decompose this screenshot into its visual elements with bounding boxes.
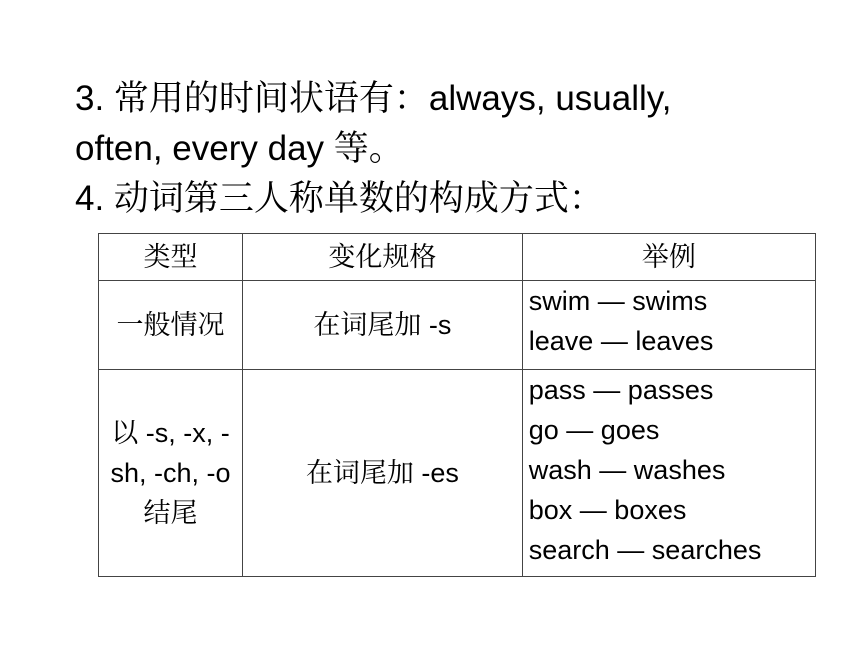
header-examples: 举例: [522, 234, 815, 281]
conjugation-rules-table: [98, 233, 816, 577]
cell-examples: [522, 281, 815, 370]
example-item: pass — passes: [528, 375, 714, 405]
heading-block: [75, 74, 815, 224]
heading-line-1: 3. 常用的时间状语有：always, usually,: [75, 79, 672, 118]
table-row: [99, 370, 816, 577]
heading-line-3: 4. 动词第三人称单数的构成方式：: [75, 179, 604, 218]
table-row: [99, 281, 816, 370]
header-rule: 变化规格: [243, 234, 523, 281]
cell-type: 一般情况: [99, 281, 243, 370]
cell-rule: 在词尾加 -s: [243, 281, 523, 370]
example-item: leave — leaves: [528, 326, 714, 356]
example-item: wash — washes: [528, 455, 726, 485]
example-item: search — searches: [528, 535, 762, 565]
heading-line-2: often, every day 等。: [75, 129, 404, 168]
cell-rule: 在词尾加 -es: [243, 370, 523, 577]
header-type: 类型: [99, 234, 243, 281]
example-item: swim — swims: [528, 286, 708, 316]
example-item: box — boxes: [528, 495, 687, 525]
example-item: go — goes: [528, 415, 660, 445]
cell-type: 以 -s, -x, -sh, -ch, -o 结尾: [99, 370, 243, 577]
cell-examples: [522, 370, 815, 577]
table-header-row: [99, 234, 816, 281]
